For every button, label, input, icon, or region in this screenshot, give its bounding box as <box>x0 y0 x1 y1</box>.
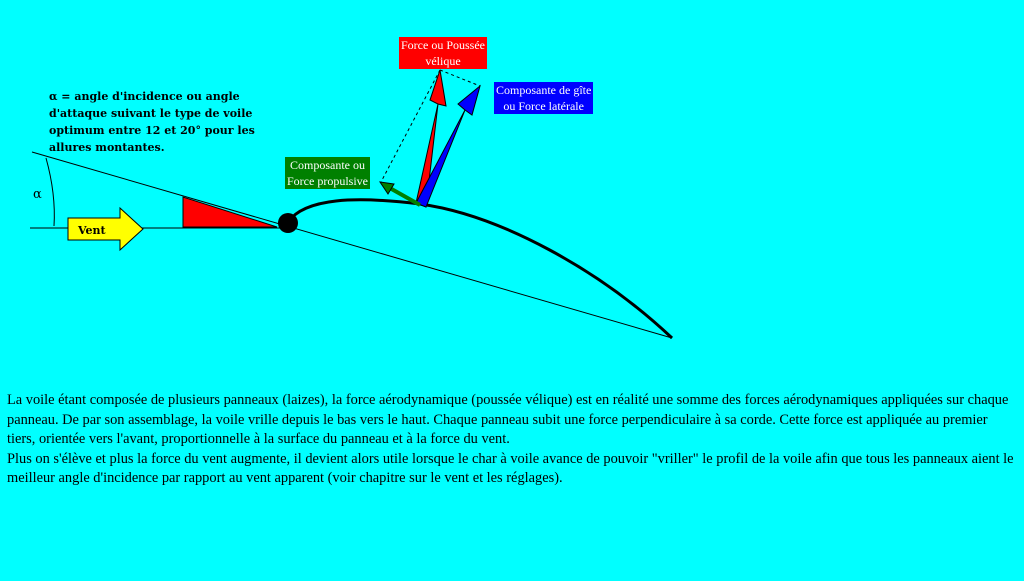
force-label: Force ou Poussée vélique <box>401 38 485 68</box>
heeling-force-arrow <box>416 86 480 207</box>
construction-line <box>440 70 480 86</box>
heeling-component-label: Composante de gîte ou Force latérale <box>496 83 592 113</box>
alpha-definition-note: α = angle d'incidence ou angle d'attaque suivant le type de voile optimum entre 12 et 20° pour les allures montantes. <box>49 90 255 154</box>
mast <box>278 213 298 233</box>
alpha-symbol: α <box>33 187 42 202</box>
paragraph: La voile étant composée de plusieurs panneaux (laizes), la force aérodynamique (poussée vélique) est en réalité une somme des forces aérodynamiques appliquées sur chaque panneau. De par son assemblage, la voile vrille depuis le bas vers le haut. Chaque panneau subit une force perpendiculaire à sa corde. Cette force est appliquée au premier tiers, orientée vers l'avant, proportionnelle à la surface du panneau et à la force du vent. <box>7 392 1009 447</box>
sail-profile <box>288 200 672 338</box>
explanation-text <box>7 391 1017 489</box>
wind-label: Vent <box>78 224 106 237</box>
alpha-angle-arc <box>46 158 54 226</box>
paragraph: Plus on s'élève et plus la force du vent augmente, il devient alors utile lorsque le char à voile avance de pouvoir "vriller" le profil de la voile afin que tous les panneaux aient le meilleur angle d'incidence par rapport au vent apparent (voir chapitre sur le vent et les réglages). <box>7 450 1014 486</box>
propulsive-component-label: Composante ou Force propulsive <box>287 158 368 188</box>
angle-of-attack-wedge <box>183 197 277 227</box>
propulsive-arrow-head <box>380 182 394 194</box>
